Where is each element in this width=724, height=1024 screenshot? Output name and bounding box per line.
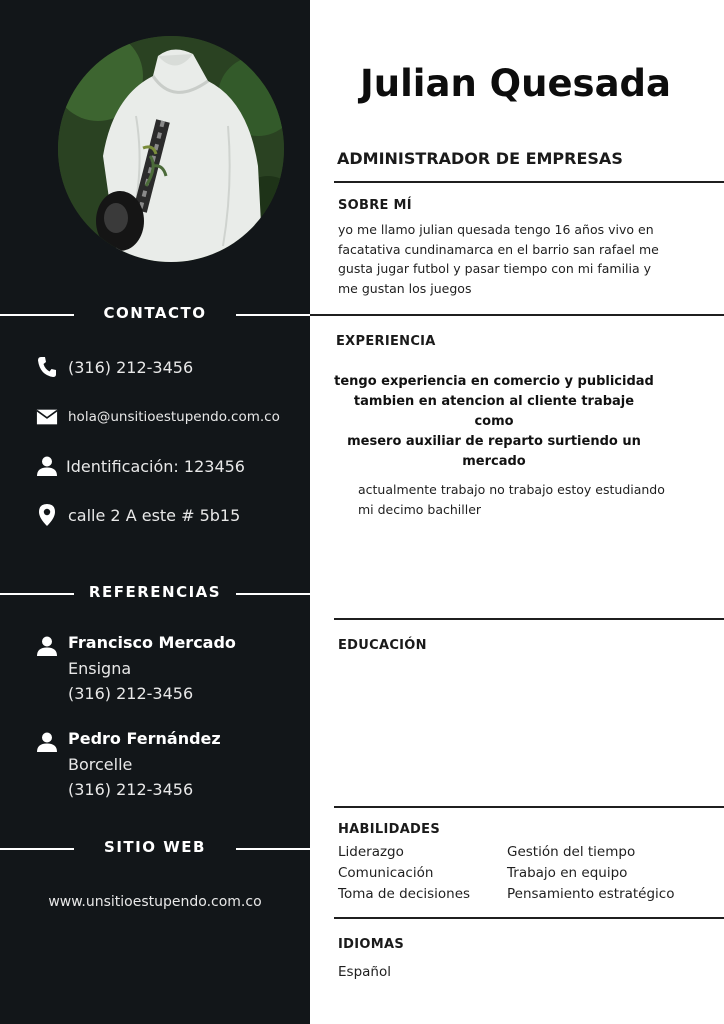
about-text [338, 220, 668, 298]
divider [334, 618, 724, 620]
phone-icon [36, 356, 58, 378]
reference-phone: (316) 212-3456 [68, 780, 194, 799]
experience-line: mercado [462, 454, 526, 469]
profile-photo-art [58, 36, 284, 262]
person-name: Julian Quesada [360, 62, 671, 105]
reference-company: Ensigna [68, 659, 132, 678]
contact-id [36, 453, 245, 479]
address-text: calle 2 A este # 5b15 [68, 505, 241, 525]
reference-phone: (316) 212-3456 [68, 684, 194, 703]
skill-item: Toma de decisiones [338, 886, 471, 902]
user-icon [36, 731, 58, 753]
contact-section-title [0, 304, 310, 324]
about-line: gusta jugar futbol y pasar tiempo con mi familia y [338, 261, 652, 276]
website-title: SITIO WEB [104, 838, 206, 856]
experience-note-line: actualmente trabajo no trabajo estoy estudiando [358, 482, 665, 497]
email-text: hola@unsitioestupendo.com.co [68, 409, 280, 425]
contact-address [36, 502, 240, 528]
location-pin-icon [36, 504, 58, 526]
website-section-title [0, 838, 310, 858]
experience-line: tambien en atencion al cliente trabaje como [353, 394, 635, 429]
divider [334, 917, 724, 919]
experience-line: mesero auxiliar de reparto surtiendo un [347, 434, 641, 449]
skill-item: Pensamiento estratégico [507, 886, 675, 902]
sidebar [0, 0, 310, 1024]
user-icon [36, 455, 58, 477]
contact-phone [36, 354, 193, 380]
website-url[interactable]: www.unsitioestupendo.com.co [48, 894, 262, 910]
skill-item: Liderazgo [338, 844, 404, 860]
divider [334, 181, 724, 183]
language-item: Español [338, 964, 391, 980]
experience-note [358, 480, 678, 519]
experience-note-line: mi decimo bachiller [358, 501, 482, 517]
experience-title: EXPERIENCIA [336, 334, 436, 349]
references-title: REFERENCIAS [88, 583, 222, 601]
contact-title: CONTACTO [103, 304, 207, 322]
divider [334, 806, 724, 808]
main-content [310, 0, 724, 1024]
education-title: EDUCACIÓN [338, 638, 427, 653]
about-line: yo me llamo julian quesada tengo 16 años vivo en [338, 222, 654, 237]
skill-item: Comunicación [338, 865, 434, 881]
id-text: Identificación: 123456 [66, 456, 245, 476]
profile-photo [58, 36, 284, 262]
phone-text: (316) 212-3456 [68, 357, 194, 377]
reference-company: Borcelle [68, 755, 133, 774]
skill-item: Trabajo en equipo [507, 865, 628, 881]
skills-title: HABILIDADES [338, 822, 440, 837]
skill-item: Gestión del tiempo [507, 844, 636, 860]
references-section-title [0, 583, 310, 603]
email-icon [36, 406, 58, 428]
contact-email [36, 404, 280, 430]
reference-name: Francisco Mercado [68, 633, 236, 652]
reference-name: Pedro Fernández [68, 729, 221, 748]
user-icon [36, 635, 58, 657]
divider [310, 314, 724, 316]
languages-title: IDIOMAS [338, 937, 404, 952]
person-role: ADMINISTRADOR DE EMPRESAS [337, 149, 623, 168]
experience-line: tengo experiencia en comercio y publicidad [334, 374, 654, 389]
about-title: SOBRE MÍ [338, 198, 412, 213]
about-line: facatativa cundinamarca en el barrio san rafael me [338, 241, 659, 257]
experience-text [334, 372, 654, 472]
about-line: me gustan los juegos [338, 280, 472, 296]
